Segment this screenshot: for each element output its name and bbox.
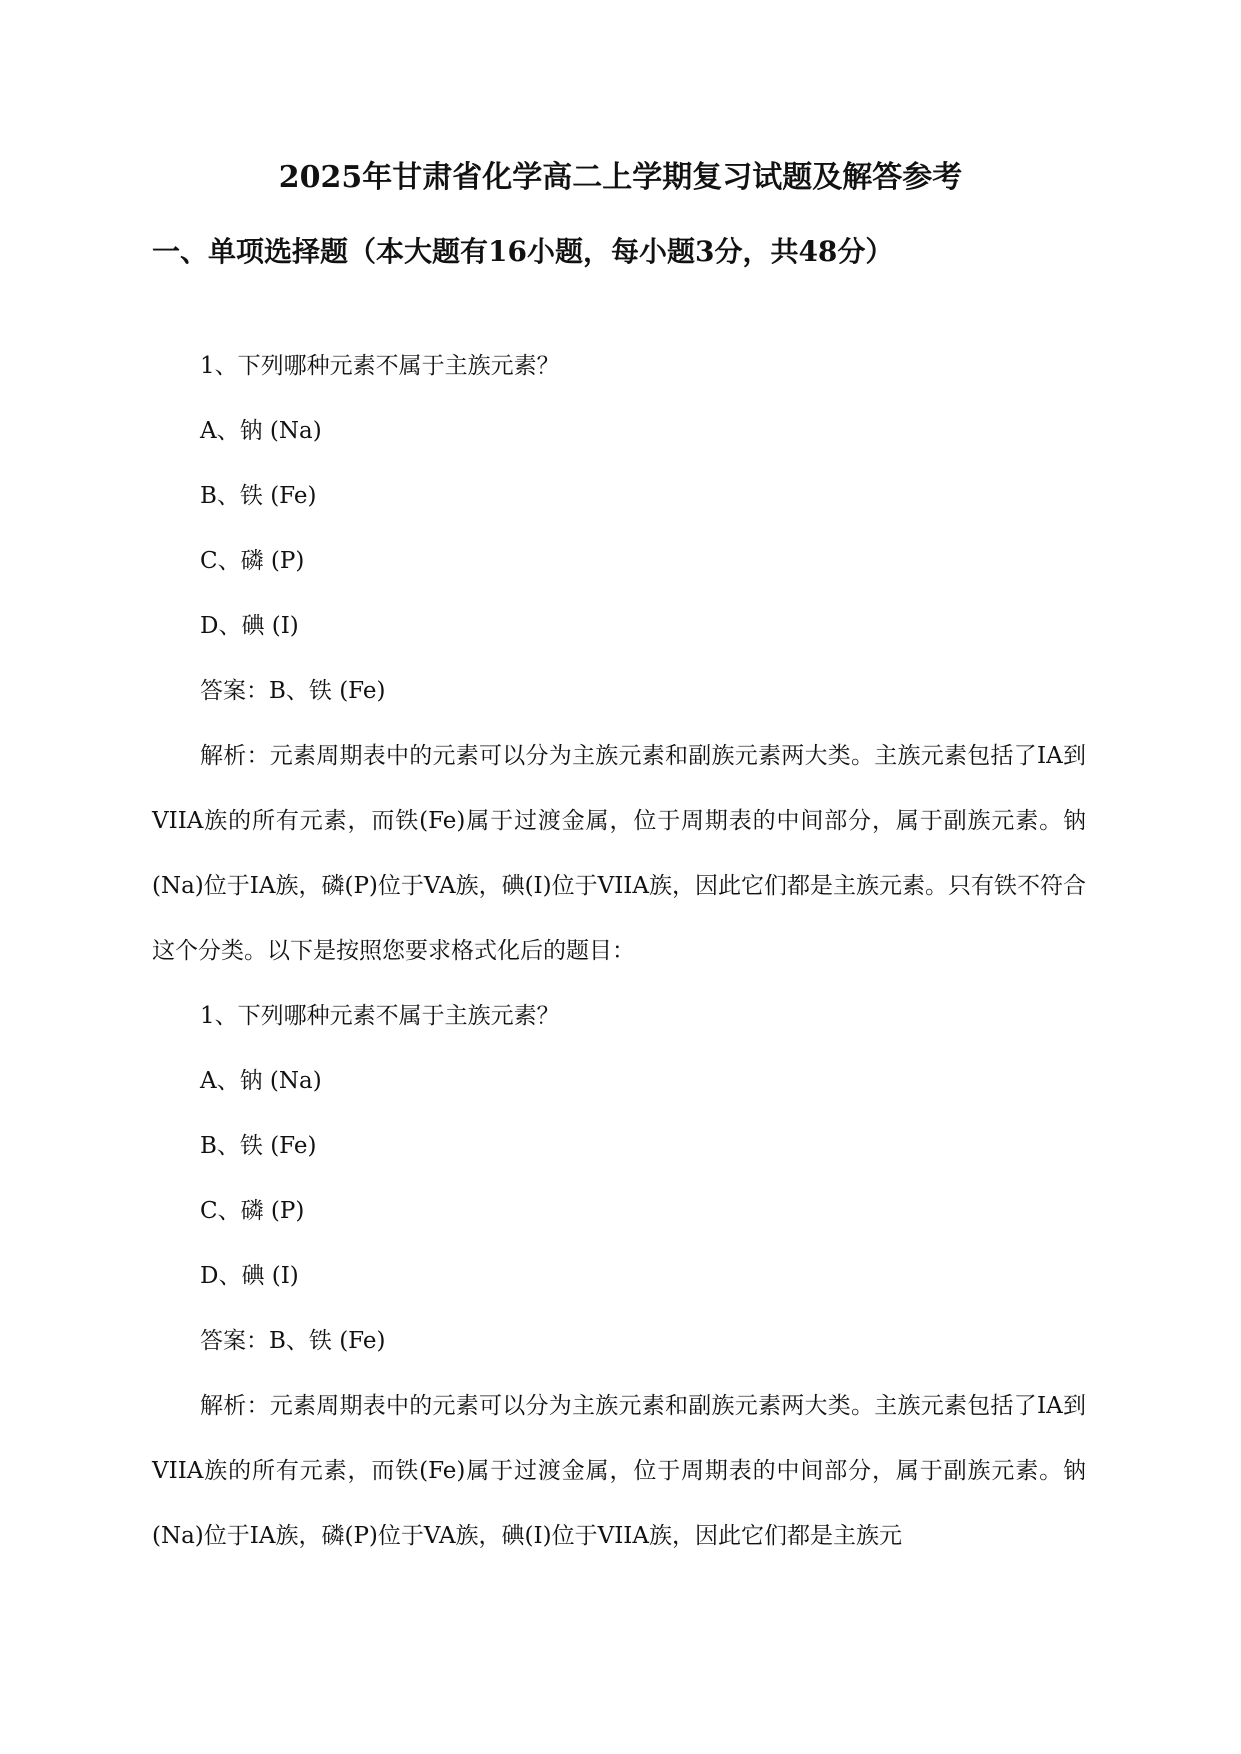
answer: 答案：B、铁 (Fe) <box>200 678 386 704</box>
option-a: A、钠 (Na) <box>200 418 322 444</box>
option-c: C、磷 (P) <box>200 548 305 574</box>
option-b: B、铁 (Fe) <box>200 483 317 509</box>
option-d: D、碘 (I) <box>200 613 299 639</box>
question-stem: 1、下列哪种元素不属于主族元素？ <box>200 353 560 379</box>
analysis-repeat: 解析：元素周期表中的元素可以分为主族元素和副族元素两大类。主族元素包括了IA到VIIA族的所有元素，而铁(Fe)属于过渡金属，位于周期表的中间部分，属于副族元素。钠(Na)位于IA族，磷(P)位于VA族，碘(I)位于VIIA族，因此它们都是主族元 <box>152 1393 1086 1549</box>
document-title: 2025年甘肃省化学高二上学期复习试题及解答参考 <box>278 160 963 195</box>
option-a-repeat: A、钠 (Na) <box>200 1068 322 1094</box>
analysis: 解析：元素周期表中的元素可以分为主族元素和副族元素两大类。主族元素包括了IA到VIIA族的所有元素，而铁(Fe)属于过渡金属，位于周期表的中间部分，属于副族元素。钠(Na)位于IA族，磷(P)位于VA族，碘(I)位于VIIA族，因此它们都是主族元素。只有铁不符合这个分类。以下是按照您要求格式化后的题目： <box>152 743 1086 964</box>
section-heading: 一、单项选择题（本大题有16小题，每小题3分，共48分） <box>152 235 894 268</box>
answer-repeat: 答案：B、铁 (Fe) <box>200 1328 386 1354</box>
option-d-repeat: D、碘 (I) <box>200 1263 299 1289</box>
option-b-repeat: B、铁 (Fe) <box>200 1133 317 1159</box>
question-stem-repeat: 1、下列哪种元素不属于主族元素？ <box>200 1003 560 1029</box>
option-c-repeat: C、磷 (P) <box>200 1198 305 1224</box>
